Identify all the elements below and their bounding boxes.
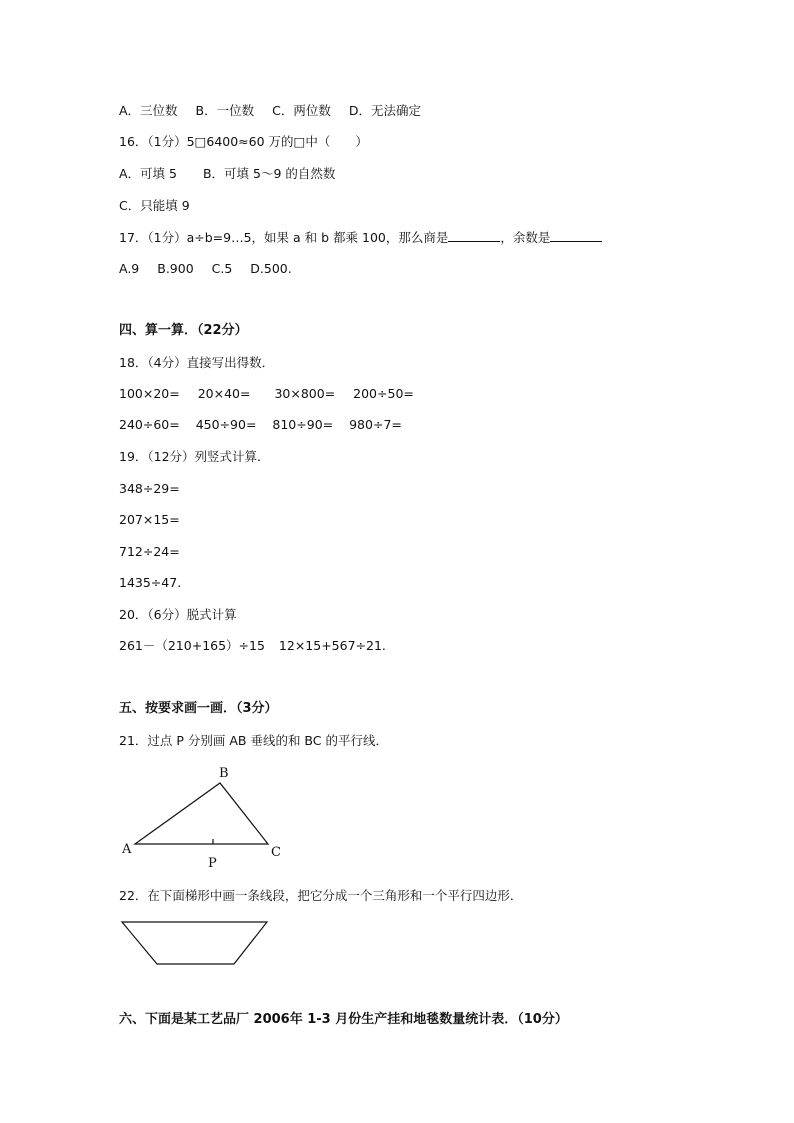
label-a: A (122, 842, 132, 857)
q18-item: 100×20= (119, 386, 180, 401)
q21-stem: 21．过点 P 分别画 AB 垂线的和 BC 的平行线． (119, 733, 388, 748)
q15-option-d: D．无法确定 (348, 103, 421, 118)
q19-item: 207×15= (119, 512, 180, 527)
q22-stem: 22．在下面梯形中画一条线段，把它分成一个三角形和一个平行四边形． (119, 888, 523, 903)
section5-title: 五、按要求画一画．（3分） (119, 701, 278, 716)
q17-options (119, 261, 292, 277)
label-p: P (208, 856, 217, 871)
label-c: C (271, 845, 281, 860)
q18-item: 980÷7= (349, 417, 402, 432)
remainder-blank[interactable] (550, 229, 602, 242)
label-b: B (219, 766, 229, 781)
q16-options (119, 166, 335, 182)
q15-option-b: B．一位数 (195, 103, 255, 118)
quotient-blank[interactable] (448, 229, 500, 242)
q19-item: 712÷24= (119, 544, 180, 559)
q18-row2 (119, 417, 402, 433)
q17-stem-part2: ，余数是 (500, 230, 551, 245)
q16-option-b: B．可填 5～9 的自然数 (202, 166, 336, 181)
q18-item: 810÷90= (272, 417, 334, 432)
triangle-abc (135, 783, 268, 844)
q18-item: 450÷90= (195, 417, 257, 432)
q20-item: 261－（210+165）÷15 (119, 638, 265, 653)
q20-items (119, 638, 386, 654)
q17-option-c: C.5 (211, 261, 233, 276)
q18-item: 200÷50= (353, 386, 414, 401)
triangle-figure (115, 760, 295, 875)
q16-stem: 16．（1分）5□6400≈60 万的□中（ ） (119, 134, 368, 149)
q15-option-a: A．三位数 (119, 103, 178, 118)
q16-option-a: A．可填 5 (119, 166, 177, 181)
q17-option-d: D.500. (250, 261, 292, 276)
trapezoid-figure (118, 918, 273, 970)
q17-stem (119, 229, 602, 246)
q18-item: 30×800= (274, 386, 336, 401)
section4-title: 四、算一算．（22分） (119, 323, 248, 338)
q17-stem-part1: 17．（1分）a÷b=9…5，如果 a 和 b 都乘 100，那么商是 (119, 230, 449, 245)
q15-option-c: C．两位数 (272, 103, 331, 118)
q19-item: 1435÷47. (119, 575, 182, 590)
q17-option-a: A.9 (119, 261, 140, 276)
q18-item: 240÷60= (119, 417, 180, 432)
q17-option-b: B.900 (157, 261, 194, 276)
q18-stem: 18．（4分）直接写出得数． (119, 355, 275, 370)
q18-item: 20×40= (197, 386, 251, 401)
q19-stem: 19．（12分）列竖式计算． (119, 449, 270, 464)
section6-title: 六、下面是某工艺品厂 2006年 1-3 月份生产挂和地毯数量统计表．（10分） (119, 1012, 568, 1027)
trapezoid-shape (122, 922, 267, 964)
q20-item: 12×15+567÷21. (278, 638, 386, 653)
q18-row1 (119, 386, 414, 402)
q16-option-c: C．只能填 9 (119, 198, 190, 213)
q20-stem: 20．（6分）脱式计算 (119, 607, 237, 622)
q15-options (119, 103, 421, 119)
q19-item: 348÷29= (119, 481, 180, 496)
